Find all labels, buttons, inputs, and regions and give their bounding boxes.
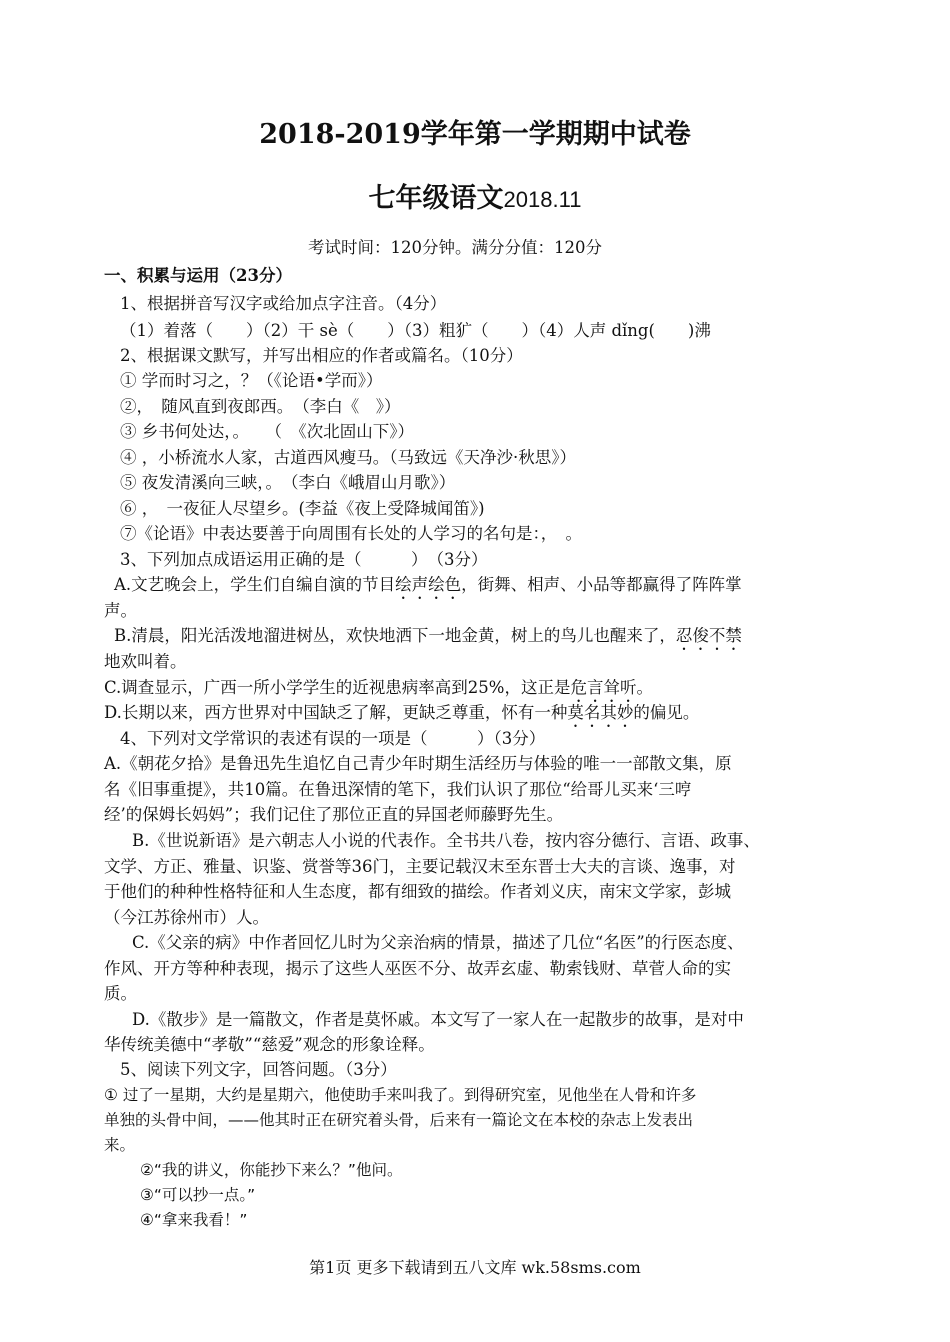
q3-option-d [104, 702, 699, 731]
option-text: A.文艺晚会上，学生们自编自演的节目 [114, 575, 396, 594]
option-text: 。 [636, 678, 653, 697]
exam-subtitle [0, 176, 950, 215]
q4-option-d: 华传统美德中“孝敬”“慈爱”观念的形象诠释。 [104, 1035, 435, 1054]
q4-option-c: 作风、开方等种种表现，揭示了这些人巫医不分、故弄玄虚、勒索钱财、草菅人命的实 [104, 959, 731, 978]
q2-line: ⑤ 夜发清溪向三峡，。 （李白《峨眉山月歌》） [120, 473, 456, 492]
q3-option-a [114, 574, 742, 603]
option-text: ，街舞、相声、小品等都赢得了阵阵掌 [461, 575, 742, 594]
q5-prompt: 5、阅读下列文字，回答问题。（3分） [120, 1060, 397, 1079]
q4-option-b: 文学、方正、雅量、识鉴、赏誉等36门，主要记载汉末至东晋士大夫的言谈、逸事，对 [104, 857, 736, 876]
exam-title: 2018-2019学年第一学期期中试卷 [259, 119, 691, 150]
q4-prompt: 4、下列对文学常识的表述有误的一项是（ ）（3分） [120, 729, 546, 748]
exam-info: 考试时间：120分钟。满分分值：120分 [308, 238, 602, 257]
q1-prompt: 1、根据拼音写汉字或给加点字注音。（4分） [120, 294, 447, 313]
q5-passage: 来。 [104, 1136, 136, 1154]
q2-line: ⑥ ， 一夜征人尽望乡。(李益《夜上受降城闻笛》) [120, 499, 485, 518]
section-heading: 一、积累与运用（23分） [104, 266, 292, 285]
q4-option-a: A.《朝花夕拾》是鲁迅先生追忆自己青少年时期生活经历与体验的唯一一部散文集，原 [104, 754, 732, 773]
option-text: D.长期以来，西方世界对中国缺乏了解，更缺乏尊重，怀有一种 [104, 703, 568, 722]
option-text: 的偏见。 [633, 703, 700, 722]
q4-option-b: B.《世说新语》是六朝志人小说的代表作。全书共八卷，按内容分德行、言语、政事、 [132, 831, 760, 850]
q2-line: ②， 随风直到夜郎西。 （李白《 》） [120, 397, 401, 416]
subtitle-date: 2018.11 [503, 187, 582, 212]
q5-passage: ③“可以抄一点。” [140, 1186, 256, 1204]
q2-prompt: 2、根据课文默写，并写出相应的作者或篇名。（10分） [120, 346, 523, 365]
q3-option-b [114, 625, 742, 654]
q4-option-b: 于他们的种种性格特征和人生态度，都有细致的描绘。作者刘义庆，南宋文学家，彭城 [104, 882, 731, 901]
q4-option-d: D.《散步》是一篇散文，作者是莫怀戚。本文写了一家人在一起散步的故事，是对中 [132, 1010, 744, 1029]
q2-line: ① 学而时习之，？（《论语•学而》） [120, 371, 383, 390]
option-text: B.清晨，阳光活泼地溜进树丛，欢快地洒下一地金黄，树上的鸟儿也醒来了， [114, 626, 676, 645]
dotted-idiom: 忍俊不禁 [675, 626, 742, 645]
q4-option-a: 经’的保姆长妈妈”；我们记住了那位正直的异国老师藤野先生。 [104, 805, 564, 824]
page-footer: 第1页 更多下载请到五八文库 wk.58sms.com [309, 1258, 641, 1277]
q2-line: ⑦《论语》中表达要善于向周围有长处的人学习的名句是：， 。 [120, 524, 582, 543]
q4-option-c: C.《父亲的病》中作者回忆儿时为父亲治病的情景，描述了几位“名医”的行医态度、 [132, 933, 744, 952]
q3-option-b-cont: 地欢叫着。 [104, 652, 187, 671]
q4-option-a: 名《旧事重提》，共10篇。在鲁迅深情的笔下，我们认识了那位“给哥儿买来‘三哼 [104, 780, 692, 799]
dotted-idiom: 危言耸听 [570, 678, 637, 697]
q3-prompt: 3、下列加点成语运用正确的是（ ） （3分） [120, 550, 488, 569]
q5-passage: ②“我的讲义，你能抄下来么？”他问。 [140, 1161, 403, 1179]
q1-items: （1）着落（ ）（2）干 sè（ ）（3）粗犷（ ）（4）人声 dǐng( )沸 [120, 321, 711, 340]
q2-line: ④ ，小桥流水人家，古道西风瘦马。（马致远《天净沙·秋思》） [120, 448, 576, 467]
q5-passage: ① 过了一星期，大约是星期六，他使助手来叫我了。到得研究室，见他坐在人骨和许多 [104, 1086, 697, 1104]
q5-passage: ④“拿来我看！” [140, 1211, 248, 1229]
dotted-idiom: 绘声绘色 [395, 575, 462, 594]
subtitle-text: 七年级语文 [368, 183, 504, 214]
q2-line: ③ 乡书何处达，。 （ 《次北固山下》） [120, 422, 414, 441]
q5-passage: 单独的头骨中间，——他其时正在研究着头骨，后来有一篇论文在本校的杂志上发表出 [104, 1111, 694, 1129]
q4-option-b: （今江苏徐州市）人。 [104, 908, 269, 927]
dotted-idiom: 莫名其妙 [567, 703, 634, 722]
q4-option-c: 质。 [104, 984, 137, 1003]
option-text: C.调查显示，广西一所小学学生的近视患病率高到25%，这正是 [104, 678, 571, 697]
q3-option-a-cont: 声。 [104, 601, 137, 620]
